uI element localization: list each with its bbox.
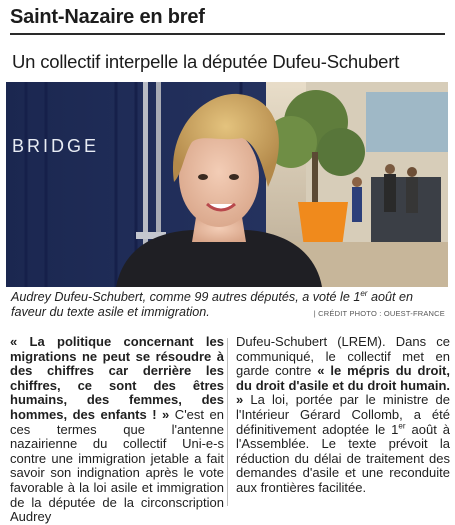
column-divider bbox=[227, 338, 228, 506]
article-column-left bbox=[10, 335, 224, 525]
article-body-left: C'est en ces termes que l'antenne nazairienne du collectif Uni-e-s contre une immigration jetable a fait savoir son indignation après le vote favorable à la loi asile et immigration de la députée de la circonscription Audrey bbox=[10, 406, 224, 525]
article-column-right: Dufeu-Schubert (LREM). Dans ce communiqué, le collectif met en garde contre « le mépris du droit, du droit d'asile et du droit humain. » La loi, portée par le ministre de l'Intérieur Gérard Collomb, a été définitivement adoptée le 1er août à l'Assemblée. Le texte prévoit la réduction du délai de traitement des demandes d'asile et une reconduite aux frontières facilitée. bbox=[236, 334, 450, 495]
section-rubric: Saint-Nazaire en bref bbox=[10, 6, 205, 28]
article-quote: « le mépris du droit, du droit d'asile et du droit humain. » bbox=[236, 363, 450, 408]
photo-credit: | CRÉDIT PHOTO : OUEST-FRANCE bbox=[313, 309, 445, 318]
article-lead-quote: « La politique concernant les migrations ne peut se résoudre à des chiffres car derrière les chiffres, ce sont des êtres humains, des femmes, des hommes, des enfants ! » bbox=[10, 334, 224, 422]
rubric-divider bbox=[10, 33, 445, 35]
photo-caption: Audrey Dufeu-Schubert, comme 99 autres députés, a voté le 1er août en faveur du texte asile et immigration. bbox=[11, 288, 413, 319]
article-headline: Un collectif interpelle la députée Dufeu-Schubert bbox=[12, 51, 400, 72]
container-lettering: BRIDGE bbox=[12, 136, 100, 156]
article-photo bbox=[6, 82, 448, 287]
